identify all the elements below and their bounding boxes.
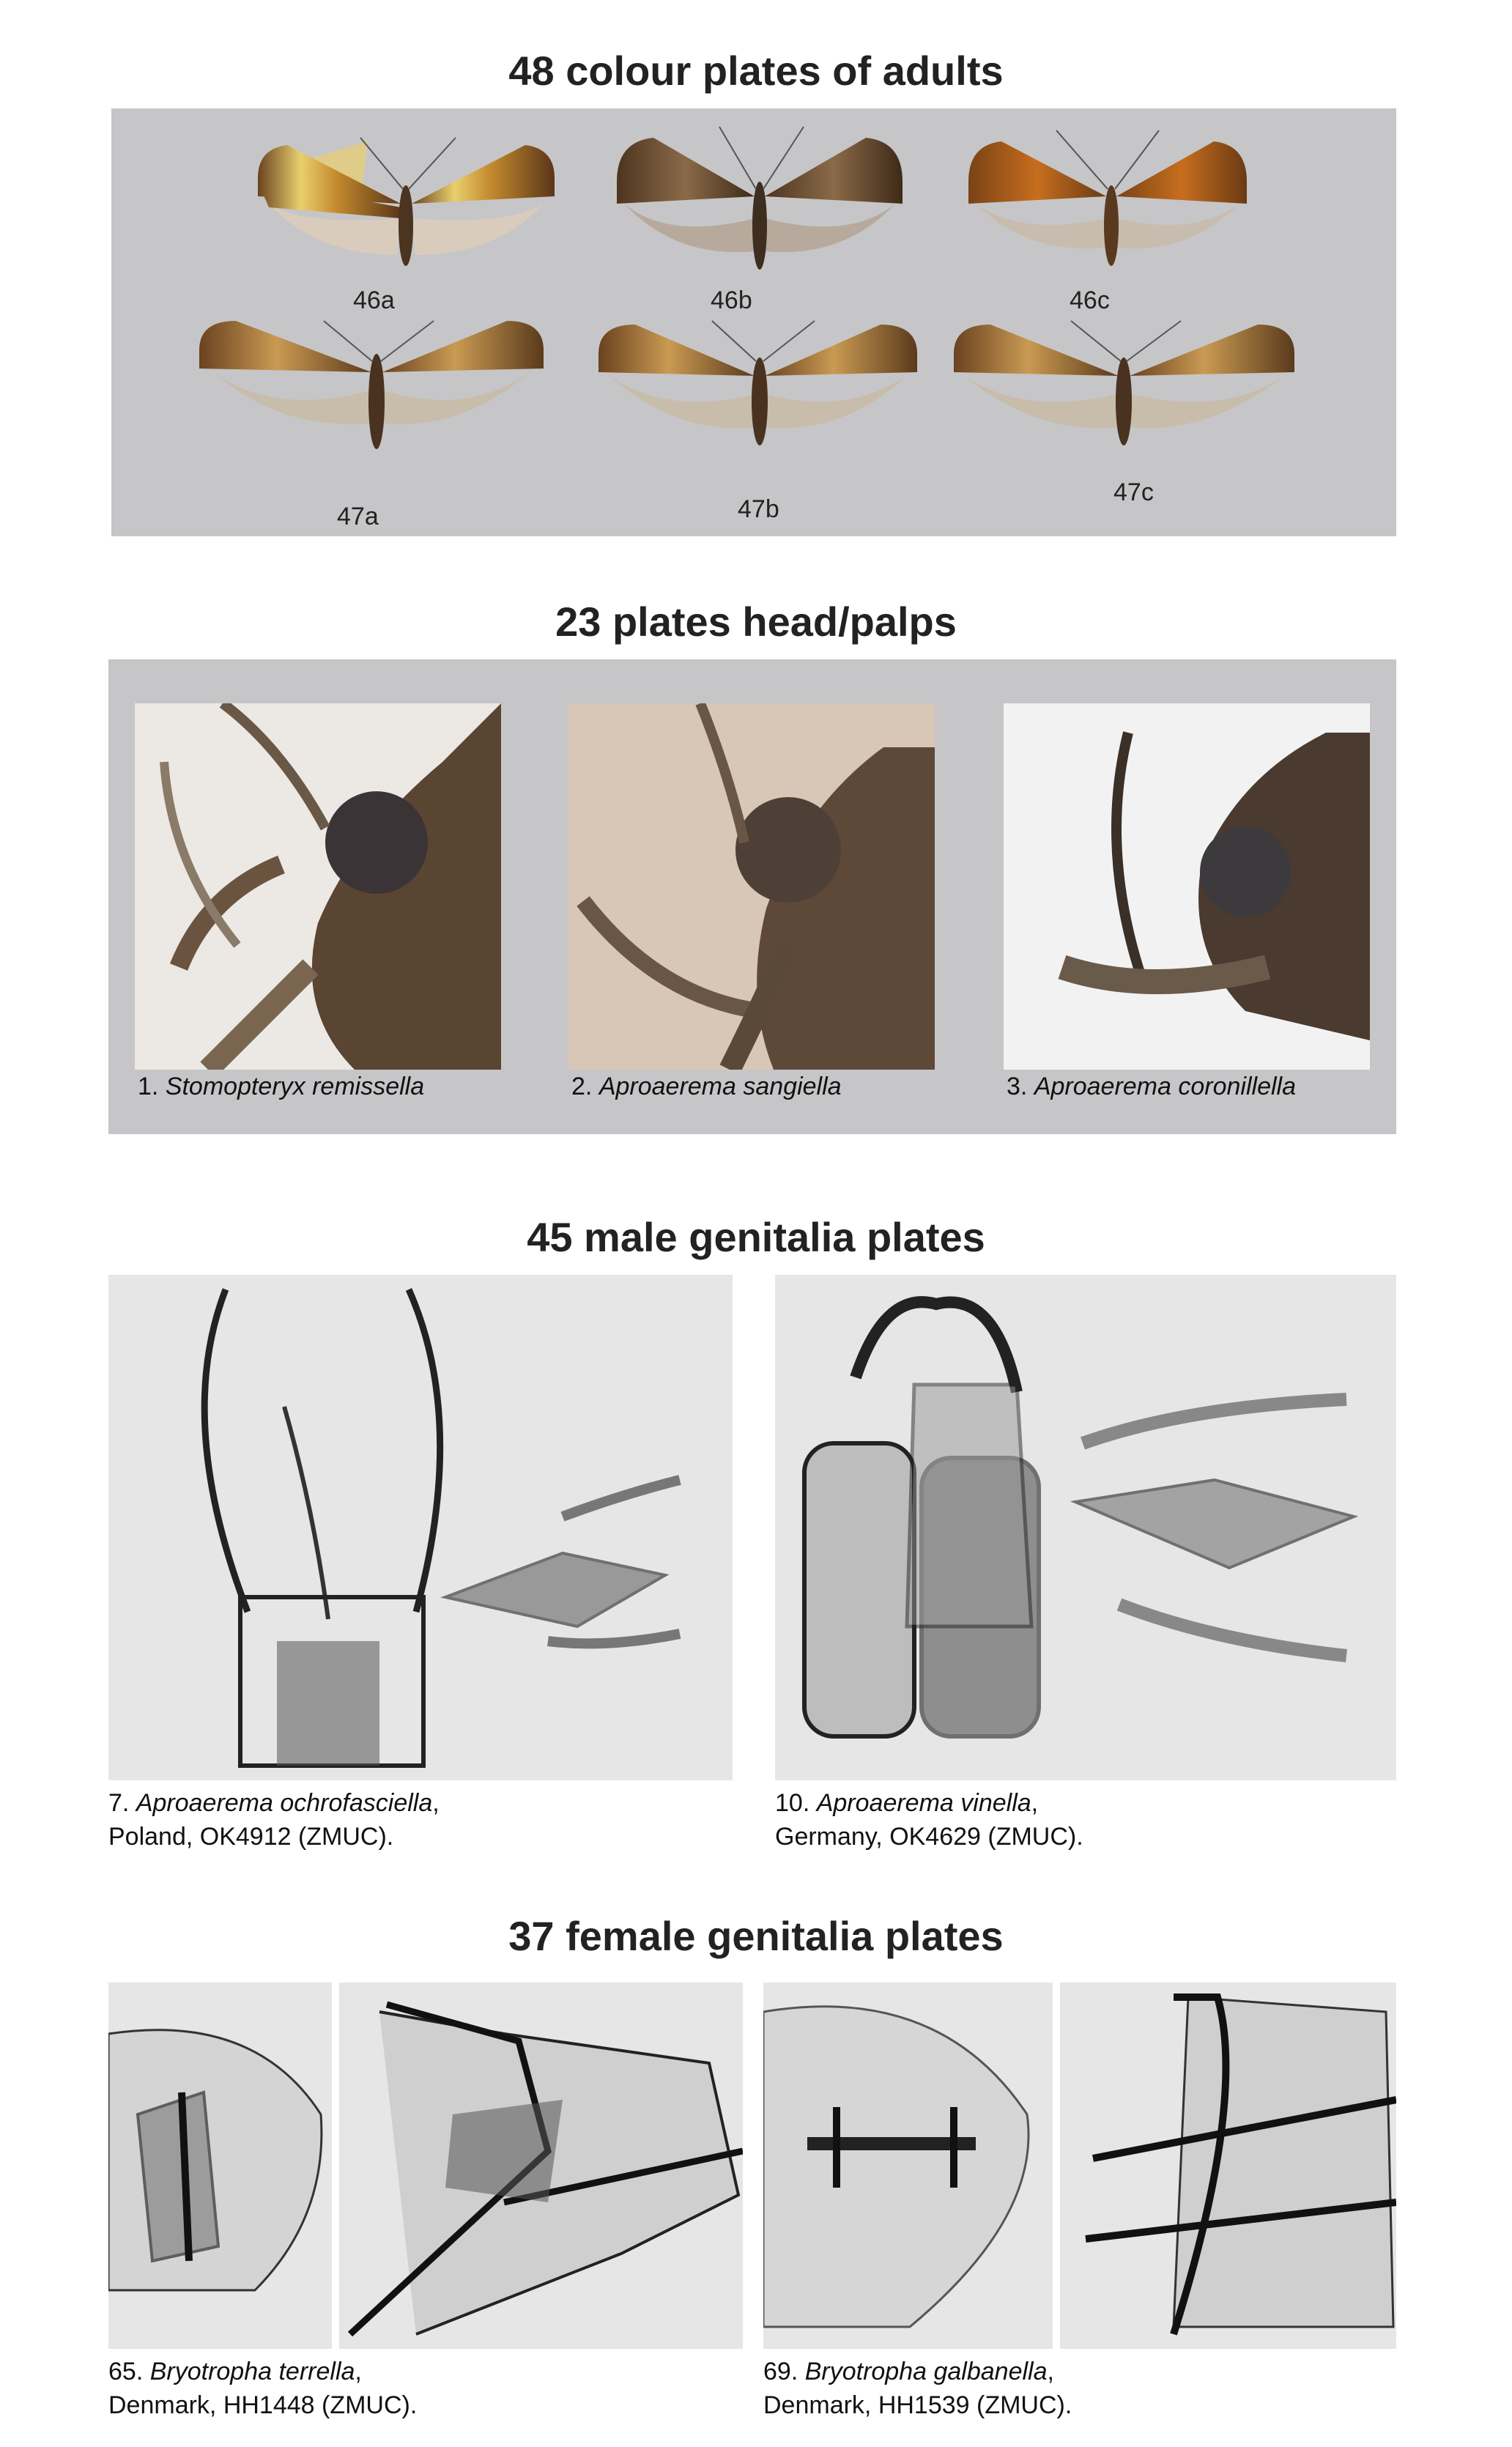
species-name: Aproaerema ochrofasciella — [136, 1789, 433, 1817]
female-genitalia-heading: 37 female genitalia plates — [508, 1913, 1004, 1959]
caption-number: 1. — [138, 1073, 159, 1100]
female-genitalia-plate-69 — [763, 1983, 1396, 2349]
moth-label-47c: 47c — [1113, 478, 1154, 506]
moth-46a — [258, 138, 555, 266]
species-name: Bryotropha terrella — [149, 2358, 355, 2385]
caption-number: 65. — [108, 2358, 144, 2385]
head-caption-2 — [571, 1070, 842, 1103]
female-caption-69: 69. Bryotropha galbanella, Denmark, HH1539 (ZMUC). — [763, 2355, 1072, 2422]
moth-47a — [199, 321, 544, 449]
specimen-info: Denmark, HH1539 (ZMUC). — [763, 2391, 1072, 2419]
caption-number: 69. — [763, 2358, 798, 2385]
moth-label-46a: 46a — [353, 286, 395, 314]
caption-number: 10. — [775, 1789, 810, 1817]
caption-number: 7. — [108, 1789, 130, 1817]
species-name: Stomopteryx remissella — [165, 1073, 425, 1100]
caption-number: 2. — [571, 1073, 593, 1100]
head-plates-panel — [108, 659, 1396, 1134]
moth-label-46c: 46c — [1070, 286, 1110, 314]
moth-47b — [598, 321, 917, 445]
male-caption-7: 7. Aproaerema ochrofasciella, Poland, OK4912 (ZMUC). — [108, 1786, 440, 1854]
male-genitalia-plate-7 — [108, 1275, 733, 1780]
moth-47c — [954, 321, 1294, 445]
head-plates-heading: 23 plates head/palps — [555, 599, 957, 645]
specimen-info: Denmark, HH1448 (ZMUC). — [108, 2391, 418, 2419]
head-caption-3 — [1007, 1070, 1296, 1103]
male-caption-10: 10. Aproaerema vinella, Germany, OK4629 (ZMUC). — [775, 1786, 1083, 1854]
moth-label-47b: 47b — [738, 495, 779, 523]
colour-plates-heading: 48 colour plates of adults — [508, 48, 1004, 94]
species-name: Aproaerema vinella — [816, 1789, 1031, 1817]
head-photo-3 — [1004, 703, 1370, 1070]
head-caption-1 — [138, 1070, 424, 1103]
female-genitalia-plate-65 — [108, 1983, 743, 2349]
specimen-info: Germany, OK4629 (ZMUC). — [775, 1823, 1083, 1851]
species-name: Aproaerema coronillella — [1034, 1073, 1296, 1100]
species-name: Aproaerema sangiella — [598, 1073, 842, 1100]
male-genitalia-plate-10 — [775, 1275, 1396, 1780]
species-name: Bryotropha galbanella — [804, 2358, 1048, 2385]
moth-46b — [617, 127, 903, 270]
moth-specimens — [111, 108, 1396, 536]
colour-plates-panel — [111, 108, 1396, 536]
moth-label-47a: 47a — [337, 503, 379, 530]
head-photo-2 — [568, 703, 935, 1070]
caption-number: 3. — [1007, 1073, 1028, 1100]
female-caption-65: 65. Bryotropha terrella, Denmark, HH1448 (ZMUC). — [108, 2355, 417, 2422]
moth-label-46b: 46b — [711, 286, 752, 314]
male-genitalia-heading: 45 male genitalia plates — [527, 1214, 985, 1260]
head-photo-1 — [135, 703, 501, 1070]
specimen-info: Poland, OK4912 (ZMUC). — [108, 1823, 394, 1851]
moth-46c — [968, 130, 1247, 266]
